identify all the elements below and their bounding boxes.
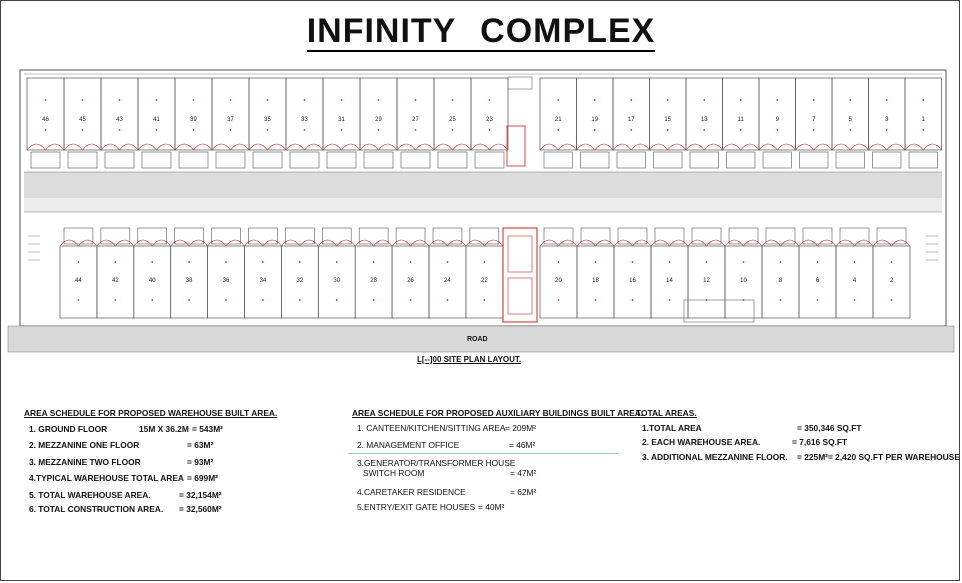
warehouse-unit-top bbox=[905, 78, 942, 168]
warehouse-unit-bottom bbox=[577, 228, 614, 318]
unit-number: 46 bbox=[42, 117, 49, 123]
warehouse-unit-bottom bbox=[688, 228, 725, 318]
warehouse-schedule: AREA SCHEDULE FOR PROPOSED WAREHOUSE BUILT AREA. 1. GROUND FLOOR 15M X 36.2M = 543M² 2. MEZZANINE ONE FLOOR = 63M² 3. MEZZANINE TWO FLOOR = 93M² 4.TYPICAL WAREHOUSE TOTAL AREA = 699M² 5. TOTAL WAREHOUSE AREA. = 32,154M² 6. TOTAL CONSTRUCTION AREA. = 32,560M² bbox=[24, 408, 278, 514]
unit-number: 10 bbox=[740, 278, 747, 284]
warehouse-unit-top bbox=[64, 78, 101, 168]
unit-number: 37 bbox=[227, 117, 234, 123]
unit-number: 15 bbox=[664, 117, 672, 123]
unit-number: 17 bbox=[627, 117, 635, 123]
warehouse-unit-top bbox=[101, 78, 138, 168]
road-label: ROAD bbox=[467, 336, 488, 343]
unit-number: 11 bbox=[737, 117, 744, 123]
unit-number: 45 bbox=[79, 117, 86, 123]
unit-number: 36 bbox=[222, 278, 230, 284]
unit-number: 41 bbox=[153, 117, 160, 123]
generator-room bbox=[507, 126, 525, 166]
unit-number: 16 bbox=[629, 278, 636, 284]
unit-number: 24 bbox=[444, 278, 451, 284]
unit-number: 6 bbox=[815, 278, 820, 284]
unit-number: 38 bbox=[185, 278, 193, 284]
unit-number: 29 bbox=[375, 117, 382, 123]
warehouse-unit-bottom bbox=[725, 228, 762, 318]
warehouse-unit-top bbox=[613, 78, 650, 168]
unit-number: 19 bbox=[591, 117, 599, 123]
warehouse-unit-top bbox=[686, 78, 723, 168]
internal-road-mid bbox=[24, 198, 942, 212]
warehouse-unit-bottom bbox=[836, 228, 873, 318]
unit-number: 30 bbox=[333, 278, 341, 284]
unit-number: 18 bbox=[592, 278, 599, 284]
warehouse-unit-top bbox=[138, 78, 175, 168]
auxiliary-schedule: AREA SCHEDULE FOR PROPOSED AUXILIARY BUILDINGS BUILT AREA. 1. CANTEEN/KITCHEN/SITTING AREA = 209M² 2. MANAGEMENT OFFICE = 46M² 3.GENERATOR/TRANSFORMER HOUSE SWITCH ROOM = 47M² 4.CARETAKER RESIDENCE = 62M² 5.ENTRY/EXIT GATE HOUSES = 40M² bbox=[352, 408, 643, 418]
unit-number: 33 bbox=[301, 117, 308, 123]
unit-number: 1 bbox=[921, 117, 925, 123]
warehouse-unit-bottom bbox=[540, 228, 577, 318]
warehouse-unit-top bbox=[323, 78, 360, 168]
warehouse-unit-top bbox=[650, 78, 687, 168]
warehouse-unit-bottom bbox=[873, 228, 910, 318]
warehouse-unit-top bbox=[360, 78, 397, 168]
warehouse-unit-top bbox=[249, 78, 286, 168]
unit-number: 42 bbox=[112, 278, 119, 284]
unit-number: 31 bbox=[338, 117, 345, 123]
warehouse-unit-bottom bbox=[318, 228, 355, 318]
warehouse-unit-bottom bbox=[245, 228, 282, 318]
warehouse-unit-bottom bbox=[171, 228, 208, 318]
warehouse-unit-top bbox=[175, 78, 212, 168]
unit-number: 43 bbox=[116, 117, 123, 123]
warehouse-unit-top bbox=[540, 78, 577, 168]
unit-number: 25 bbox=[449, 117, 456, 123]
warehouse-unit-bottom bbox=[799, 228, 836, 318]
warehouse-unit-top bbox=[397, 78, 434, 168]
unit-number: 9 bbox=[775, 117, 779, 123]
unit-number: 3 bbox=[885, 117, 889, 123]
unit-number: 2 bbox=[889, 278, 894, 284]
internal-road-top bbox=[24, 172, 942, 198]
warehouse-unit-bottom bbox=[208, 228, 245, 318]
unit-number: 26 bbox=[407, 278, 414, 284]
unit-number: 44 bbox=[75, 278, 82, 284]
warehouse-unit-top bbox=[577, 78, 614, 168]
warehouse-unit-top bbox=[471, 78, 508, 168]
warehouse-unit-top bbox=[869, 78, 906, 168]
warehouse-unit-top bbox=[434, 78, 471, 168]
warehouse-unit-bottom bbox=[97, 228, 134, 318]
unit-number: 22 bbox=[481, 278, 488, 284]
unit-number: 34 bbox=[259, 278, 267, 284]
unit-number: 32 bbox=[296, 278, 304, 284]
warehouse-unit-bottom bbox=[392, 228, 429, 318]
unit-number: 39 bbox=[190, 117, 197, 123]
warehouse-unit-top bbox=[212, 78, 249, 168]
total-areas-heading: TOTAL AREAS. bbox=[636, 408, 697, 418]
divider bbox=[348, 453, 618, 454]
warehouse-unit-top bbox=[27, 78, 64, 168]
warehouse-unit-bottom bbox=[281, 228, 318, 318]
warehouse-unit-top bbox=[286, 78, 323, 168]
warehouse-unit-bottom bbox=[60, 228, 97, 318]
management-office bbox=[684, 300, 754, 322]
plan-caption: L[--]00 SITE PLAN LAYOUT. bbox=[417, 355, 522, 364]
unit-number: 12 bbox=[703, 278, 710, 284]
warehouse-unit-bottom bbox=[466, 228, 503, 318]
warehouse-unit-bottom bbox=[429, 228, 466, 318]
unit-number: 4 bbox=[852, 278, 857, 284]
warehouse-unit-top bbox=[723, 78, 760, 168]
unit-number: 14 bbox=[666, 278, 673, 284]
warehouse-unit-bottom bbox=[134, 228, 171, 318]
gatehouse-top bbox=[508, 77, 532, 89]
unit-number: 35 bbox=[264, 117, 271, 123]
warehouse-unit-top bbox=[832, 78, 869, 168]
page-title: INFINITY COMPLEX bbox=[306, 12, 656, 50]
unit-number: 27 bbox=[412, 117, 419, 123]
warehouse-unit-bottom bbox=[355, 228, 392, 318]
warehouse-unit-bottom bbox=[651, 228, 688, 318]
unit-number: 7 bbox=[812, 117, 816, 123]
unit-number: 13 bbox=[700, 117, 708, 123]
warehouse-unit-top bbox=[759, 78, 796, 168]
unit-number: 21 bbox=[554, 117, 562, 123]
auxiliary-schedule-heading: AREA SCHEDULE FOR PROPOSED AUXILIARY BUILDINGS BUILT AREA. bbox=[352, 408, 644, 418]
warehouse-unit-top bbox=[796, 78, 833, 168]
unit-number: 8 bbox=[778, 278, 783, 284]
unit-number: 40 bbox=[148, 278, 156, 284]
warehouse-unit-bottom bbox=[762, 228, 799, 318]
unit-number: 28 bbox=[370, 278, 377, 284]
warehouse-unit-bottom bbox=[614, 228, 651, 318]
total-areas: TOTAL AREAS. 1.TOTAL AREA = 350,346 SQ.FT 2. EACH WAREHOUSE AREA. = 7,616 SQ.FT 3. ADDITIONAL MEZZANINE FLOOR. = 225M²= 2,420 SQ.FT PER WAREHOUSE bbox=[636, 408, 960, 462]
warehouse-schedule-heading: AREA SCHEDULE FOR PROPOSED WAREHOUSE BUILT AREA. bbox=[24, 408, 278, 418]
unit-number: 20 bbox=[555, 278, 562, 284]
unit-number: 23 bbox=[486, 117, 493, 123]
unit-number: 5 bbox=[848, 117, 852, 123]
